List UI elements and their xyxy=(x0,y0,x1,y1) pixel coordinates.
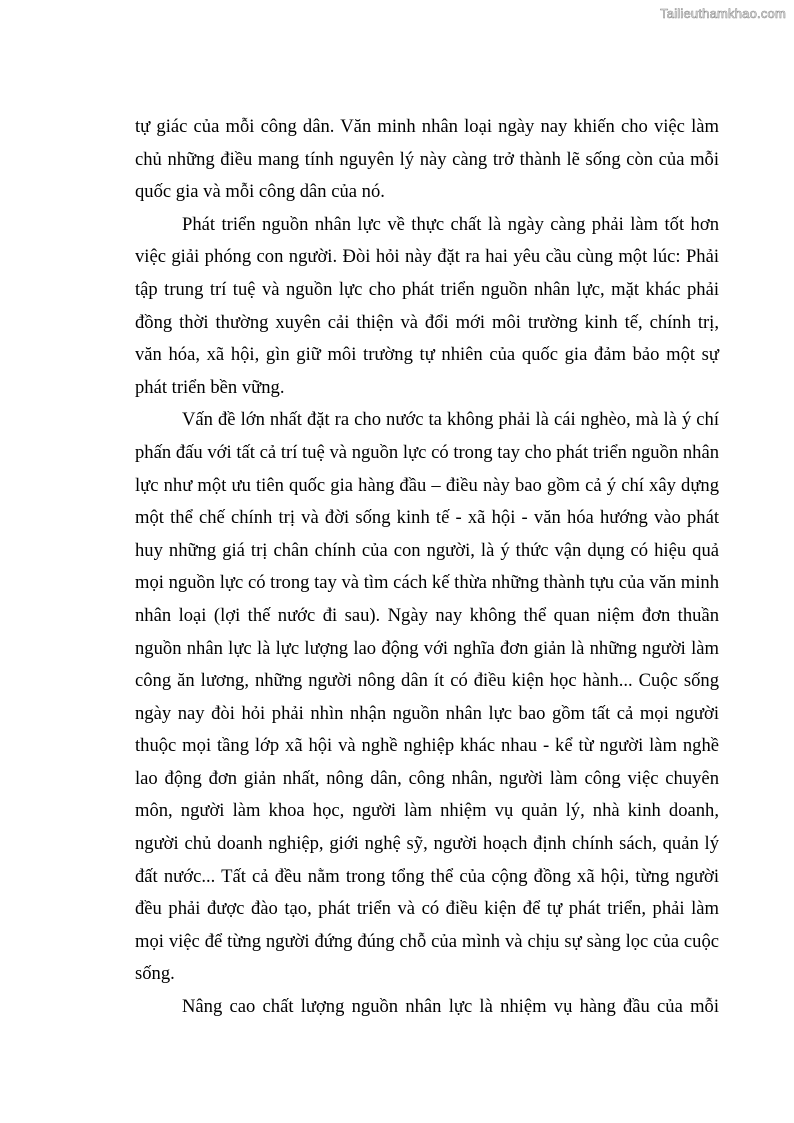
text-line: tập trung trí tuệ và nguồn lực cho phát triển nguồn nhân lực, mặt khác phải xyxy=(135,278,719,300)
text-line: sống. xyxy=(135,963,175,985)
text-line: mọi việc để từng người đứng đúng chỗ của mình và chịu sự sàng lọc của cuộc xyxy=(135,930,719,952)
paragraph xyxy=(135,111,719,209)
paragraph xyxy=(135,991,719,1024)
paragraph xyxy=(135,404,719,991)
text-line: tự giác của mỗi công dân. Văn minh nhân loại ngày nay khiến cho việc làm xyxy=(135,116,719,137)
text-line: công ăn lương, những người nông dân ít có điều kiện học hành... Cuộc sống xyxy=(135,670,719,692)
text-line: quốc gia và mỗi công dân của nó. xyxy=(135,181,385,203)
text-line: người chủ doanh nghiệp, giới nghệ sỹ, người hoạch định chính sách, quản lý xyxy=(135,833,719,855)
text-line: nhân loại (lợi thế nước đi sau). Ngày nay không thể quan niệm đơn thuần xyxy=(135,604,719,626)
text-line: lực như một ưu tiên quốc gia hàng đầu – điều này bao gồm cả ý chí xây dựng xyxy=(135,474,719,496)
text-line: phấn đấu với tất cả trí tuệ và nguồn lực có trong tay cho phát triển nguồn nhân xyxy=(135,441,719,463)
text-line: Nâng cao chất lượng nguồn nhân lực là nhiệm vụ hàng đầu của mỗi xyxy=(182,996,719,1018)
text-line: một thể chế chính trị và đời sống kinh tế - xã hội - văn hóa hướng vào phát xyxy=(135,507,719,529)
paragraph xyxy=(135,209,719,405)
text-line: phát triển bền vững. xyxy=(135,376,285,398)
text-line: huy những giá trị chân chính của con người, là ý thức vận dụng có hiệu quả xyxy=(135,539,719,561)
text-line: đều phải được đào tạo, phát triển và có điều kiện để tự phát triển, phải làm xyxy=(135,898,719,920)
text-line: nguồn nhân lực là lực lượng lao động với nghĩa đơn giản là những người làm xyxy=(135,637,719,659)
text-line: mọi nguồn lực có trong tay và tìm cách kế thừa những thành tựu của văn minh xyxy=(135,572,719,594)
text-line: chủ những điều mang tính nguyên lý này càng trở thành lẽ sống còn của mỗi xyxy=(135,148,719,170)
text-line: thuộc mọi tầng lớp xã hội và nghề nghiệp khác nhau - kể từ người làm nghề xyxy=(135,735,719,757)
text-line: ngày nay đòi hỏi phải nhìn nhận nguồn nhân lực bao gồm tất cả mọi người xyxy=(135,702,719,724)
text-line: môn, người làm khoa học, người làm nhiệm vụ quản lý, nhà kinh doanh, xyxy=(135,800,719,822)
document-body xyxy=(135,111,719,1024)
text-line: đất nước... Tất cả đều nằm trong tổng thể của cộng đồng xã hội, từng người xyxy=(135,865,719,887)
text-line: Phát triển nguồn nhân lực về thực chất là ngày càng phải làm tốt hơn xyxy=(182,213,719,235)
text-line: lao động đơn giản nhất, nông dân, công nhân, người làm công việc chuyên xyxy=(135,767,719,789)
text-line: văn hóa, xã hội, gìn giữ môi trường tự nhiên của quốc gia đảm bảo một sự xyxy=(135,344,719,366)
text-line: đồng thời thường xuyên cải thiện và đổi mới môi trường kinh tế, chính trị, xyxy=(135,311,719,333)
text-line: Vấn đề lớn nhất đặt ra cho nước ta không phải là cái nghèo, mà là ý chí xyxy=(182,409,719,431)
text-line: việc giải phóng con người. Đòi hỏi này đặt ra hai yêu cầu cùng một lúc: Phải xyxy=(135,246,719,268)
watermark-text: Tailieuthamkhao.com xyxy=(660,6,786,21)
